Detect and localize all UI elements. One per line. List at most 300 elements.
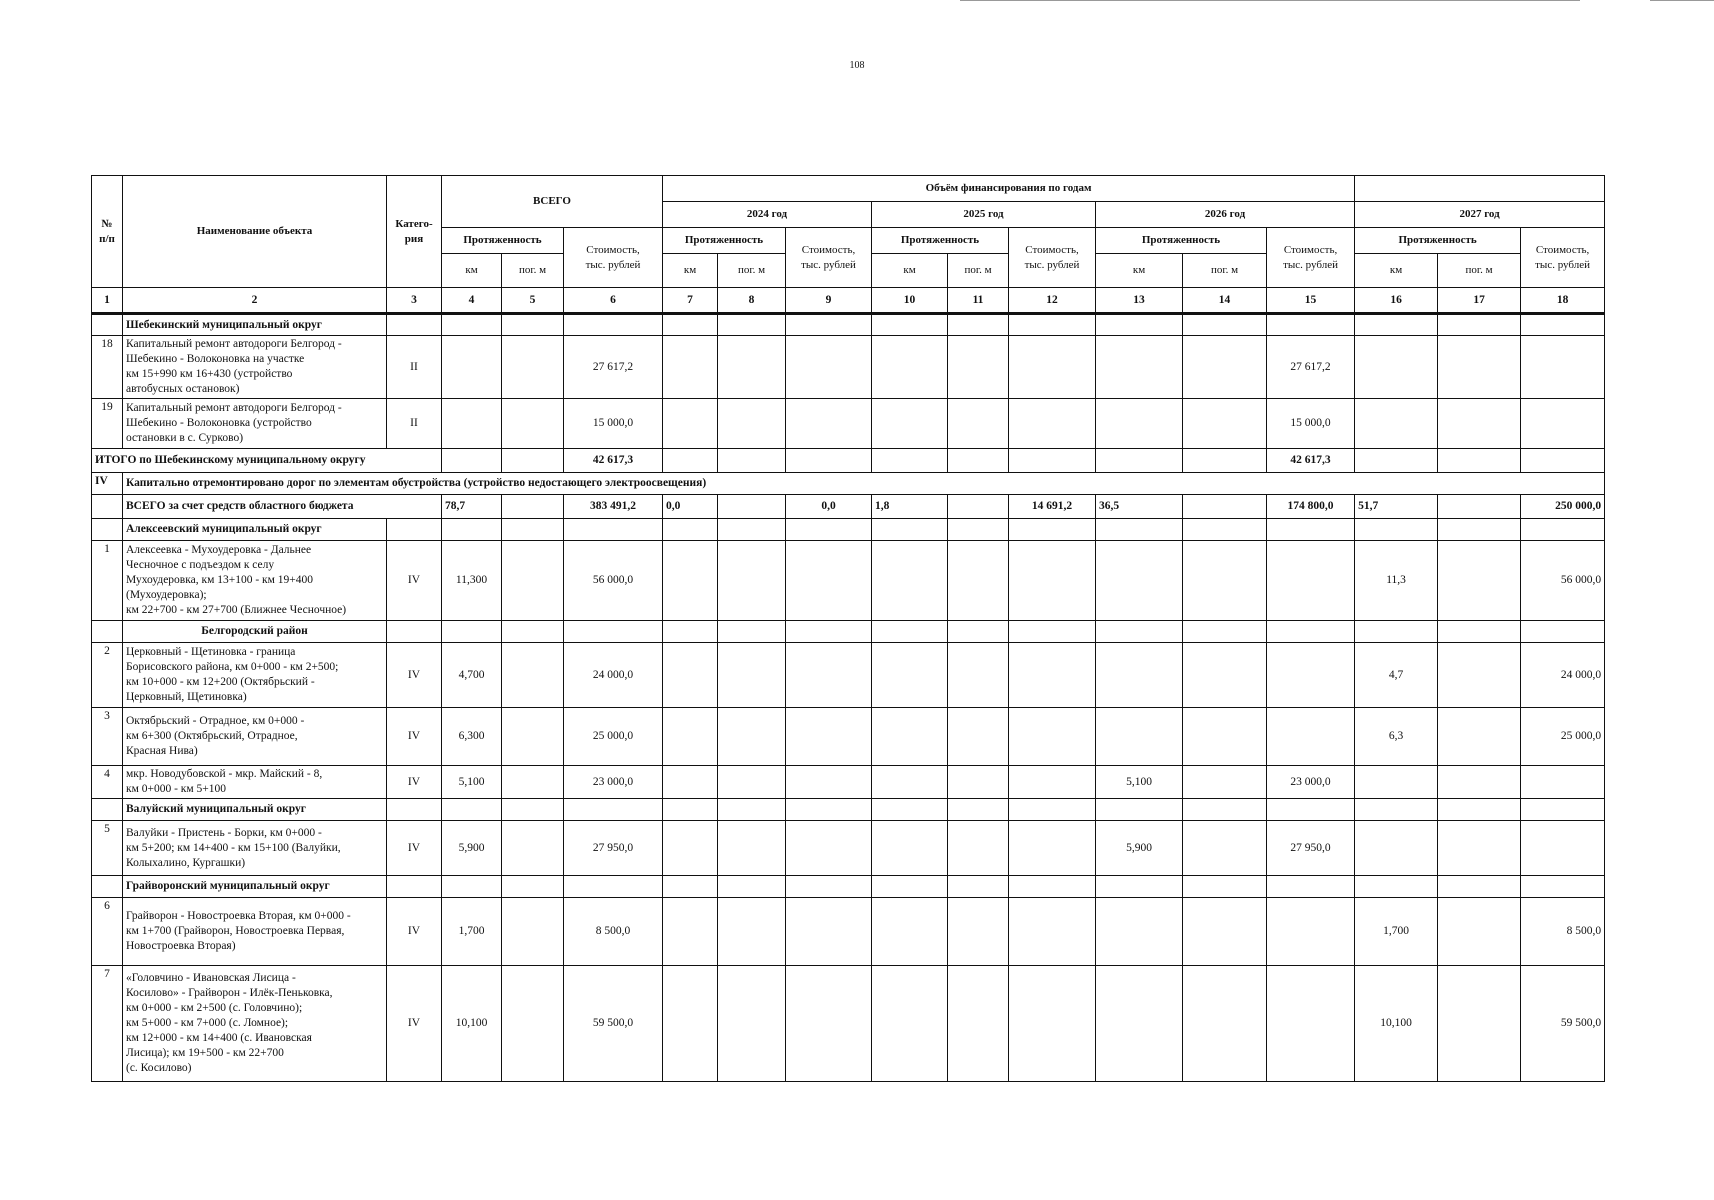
- table-cell: [1096, 708, 1183, 766]
- table-cell: 1,700: [442, 898, 502, 966]
- table-cell: [502, 314, 564, 336]
- table-cell: [564, 519, 663, 541]
- subtotal-row: [92, 449, 1605, 473]
- table-cell: [1355, 821, 1438, 876]
- table-cell: [1355, 766, 1438, 799]
- table-cell: [1355, 876, 1438, 898]
- table-cell: [1355, 399, 1438, 449]
- table-cell: [663, 708, 718, 766]
- table-cell: 27 950,0: [564, 821, 663, 876]
- table-cell: [1096, 898, 1183, 966]
- section-label: Алексеевский муниципальный округ: [123, 519, 387, 541]
- table-cell: [1267, 799, 1355, 821]
- header-name: Наименование объекта: [123, 176, 387, 288]
- column-number-row: [92, 288, 1605, 314]
- budget-label: ВСЕГО за счет средств областного бюджета: [123, 495, 442, 519]
- table-cell: [1183, 766, 1267, 799]
- table-cell: [1183, 541, 1267, 621]
- table-cell: [1438, 314, 1521, 336]
- table-row: [92, 541, 1605, 621]
- table-cell: [786, 336, 872, 399]
- table-cell: [948, 708, 1009, 766]
- table-cell: [872, 643, 948, 708]
- header-2027-cost: Стоимость, тыс. рублей: [1521, 228, 1605, 288]
- table-cell: [442, 314, 502, 336]
- table-cell: [786, 449, 872, 473]
- table-cell: [948, 495, 1009, 519]
- table-cell: [1096, 449, 1183, 473]
- table-cell: [1521, 519, 1605, 541]
- object-name: Капитальный ремонт автодороги Белгород - Шебекино - Волоконовка на участке км 15+990 км 16+430 (устройство автобусных остановок): [123, 336, 387, 399]
- header-2026-length: Протяженность: [1096, 228, 1267, 254]
- table-cell: [502, 966, 564, 1082]
- table-cell: [718, 876, 786, 898]
- column-number: 17: [1438, 288, 1521, 314]
- table-cell: [1438, 336, 1521, 399]
- column-number: 3: [387, 288, 442, 314]
- table-row: [92, 708, 1605, 766]
- table-cell: 250 000,0: [1521, 495, 1605, 519]
- table-cell: [1096, 643, 1183, 708]
- column-number: 15: [1267, 288, 1355, 314]
- column-number: 13: [1096, 288, 1183, 314]
- table-cell: [1355, 449, 1438, 473]
- table-cell: [442, 399, 502, 449]
- table-cell: 383 491,2: [564, 495, 663, 519]
- table-cell: [1521, 821, 1605, 876]
- table-cell: [872, 314, 948, 336]
- table-cell: [1096, 799, 1183, 821]
- table-cell: [1183, 449, 1267, 473]
- table-cell: [718, 541, 786, 621]
- table-cell: IV: [387, 766, 442, 799]
- table-cell: [1438, 495, 1521, 519]
- table-cell: [718, 314, 786, 336]
- table-cell: [1267, 876, 1355, 898]
- table-cell: [872, 621, 948, 643]
- table-cell: [718, 495, 786, 519]
- table-cell: [1438, 399, 1521, 449]
- header-2025-km: км: [872, 254, 948, 288]
- header-total: ВСЕГО: [442, 176, 663, 228]
- table-cell: [1009, 449, 1096, 473]
- table-cell: [786, 799, 872, 821]
- table-cell: [502, 876, 564, 898]
- section-title: Капитально отремонтировано дорог по элементам обустройства (устройство недостающего электроосвещения): [123, 473, 1605, 495]
- table-cell: [948, 314, 1009, 336]
- section-row: [92, 799, 1605, 821]
- table-cell: 25 000,0: [564, 708, 663, 766]
- header-no: № п/п: [92, 176, 123, 288]
- table-cell: [502, 708, 564, 766]
- column-number: 7: [663, 288, 718, 314]
- table-cell: 5,900: [442, 821, 502, 876]
- table-cell: [1438, 966, 1521, 1082]
- table-cell: 24 000,0: [1521, 643, 1605, 708]
- section-label: Грайворонский муниципальный округ: [123, 876, 387, 898]
- table-cell: [502, 495, 564, 519]
- section-label: Белгородский район: [123, 621, 387, 643]
- table-cell: [1438, 821, 1521, 876]
- table-cell: [1267, 966, 1355, 1082]
- table-cell: [872, 898, 948, 966]
- table-cell: 59 500,0: [1521, 966, 1605, 1082]
- header-2025-cost: Стоимость, тыс. рублей: [1009, 228, 1096, 288]
- table-cell: IV: [387, 898, 442, 966]
- subtotal-label: ИТОГО по Шебекинскому муниципальному округу: [92, 449, 442, 473]
- table-cell: [1009, 821, 1096, 876]
- table-cell: 27 617,2: [1267, 336, 1355, 399]
- object-name: Октябрьский - Отрадное, км 0+000 - км 6+300 (Октябрьский, Отрадное, Красная Нива): [123, 708, 387, 766]
- table-cell: [1009, 966, 1096, 1082]
- table-cell: [1267, 519, 1355, 541]
- table-cell: [718, 621, 786, 643]
- table-cell: 59 500,0: [564, 966, 663, 1082]
- table-cell: 1,8: [872, 495, 948, 519]
- table-cell: [1009, 336, 1096, 399]
- table-cell: 8 500,0: [1521, 898, 1605, 966]
- table-row: [92, 336, 1605, 399]
- table-cell: [786, 314, 872, 336]
- table-cell: [564, 799, 663, 821]
- table-cell: [1355, 314, 1438, 336]
- table-cell: [1438, 449, 1521, 473]
- header-year-2025: 2025 год: [872, 202, 1096, 228]
- column-number: 6: [564, 288, 663, 314]
- table-cell: [1438, 519, 1521, 541]
- table-cell: [92, 621, 123, 643]
- table-cell: 23 000,0: [564, 766, 663, 799]
- table-cell: [872, 519, 948, 541]
- object-name: «Головчино - Ивановская Лисица - Косилово» - Грайворон - Илёк-Пеньковка, км 0+000 - км 2+500 (с. Головчино); км 5+000 - км 7+000 (с. Ломное); км 12+000 - км 14+400 (с. Ивановская Лисица); км 19+500 - км 22+700 (с. Косилово): [123, 966, 387, 1082]
- table-cell: [948, 876, 1009, 898]
- table-cell: [1009, 519, 1096, 541]
- table-cell: [872, 708, 948, 766]
- table-cell: [948, 966, 1009, 1082]
- table-cell: 4,700: [442, 643, 502, 708]
- table-row: [92, 643, 1605, 708]
- table-cell: [564, 876, 663, 898]
- section-row: [92, 621, 1605, 643]
- table-cell: [948, 449, 1009, 473]
- table-cell: [718, 399, 786, 449]
- table-cell: [872, 821, 948, 876]
- section-row: [92, 519, 1605, 541]
- table-cell: [92, 495, 123, 519]
- column-number: 8: [718, 288, 786, 314]
- table-cell: 42 617,3: [564, 449, 663, 473]
- table-cell: [502, 799, 564, 821]
- table-cell: 56 000,0: [1521, 541, 1605, 621]
- object-name: Грайворон - Новостроевка Вторая, км 0+000 - км 1+700 (Грайворон, Новостроевка Первая, Новостроевка Вторая): [123, 898, 387, 966]
- table-cell: [1096, 519, 1183, 541]
- header-2024-cost: Стоимость, тыс. рублей: [786, 228, 872, 288]
- table-cell: 25 000,0: [1521, 708, 1605, 766]
- table-cell: 5,900: [1096, 821, 1183, 876]
- table-cell: [663, 519, 718, 541]
- column-number: 10: [872, 288, 948, 314]
- table-cell: [948, 898, 1009, 966]
- table-cell: 14 691,2: [1009, 495, 1096, 519]
- table-cell: [718, 643, 786, 708]
- table-cell: [786, 708, 872, 766]
- table-cell: [502, 336, 564, 399]
- table-cell: [1183, 519, 1267, 541]
- table-cell: 5,100: [1096, 766, 1183, 799]
- table-cell: [1183, 399, 1267, 449]
- table-cell: [92, 314, 123, 336]
- table-cell: [1009, 708, 1096, 766]
- table-cell: 56 000,0: [564, 541, 663, 621]
- table-cell: [1009, 541, 1096, 621]
- table-cell: [718, 336, 786, 399]
- table-cell: [1096, 314, 1183, 336]
- table-cell: [872, 766, 948, 799]
- top-rule-left: [960, 0, 1580, 1]
- table-cell: [387, 314, 442, 336]
- object-name: Валуйки - Пристень - Борки, км 0+000 - км 5+200; км 14+400 - км 15+100 (Валуйки, Колыхалино, Кургашки): [123, 821, 387, 876]
- table-row: [92, 766, 1605, 799]
- table-cell: [786, 519, 872, 541]
- row-number: 1: [92, 541, 123, 621]
- table-cell: [1096, 966, 1183, 1082]
- table-cell: [663, 643, 718, 708]
- table-cell: [1438, 541, 1521, 621]
- table-cell: [92, 876, 123, 898]
- section-label: Валуйский муниципальный округ: [123, 799, 387, 821]
- table-cell: [786, 541, 872, 621]
- header-2027-length: Протяженность: [1355, 228, 1521, 254]
- object-name: Алексеевка - Мухоудеровка - Дальнее Чесночное с подъездом к селу Мухоудеровка, км 13+100 - км 19+400 (Мухоудеровка); км 22+700 - км 27+700 (Ближнее Чесночное): [123, 541, 387, 621]
- table-cell: [502, 399, 564, 449]
- header-year-2024: 2024 год: [663, 202, 872, 228]
- table-cell: [872, 336, 948, 399]
- table-cell: 10,100: [442, 966, 502, 1082]
- table-cell: 36,5: [1096, 495, 1183, 519]
- column-number: 9: [786, 288, 872, 314]
- header-2026-pogm: пог. м: [1183, 254, 1267, 288]
- table-cell: 5,100: [442, 766, 502, 799]
- table-cell: II: [387, 399, 442, 449]
- table-cell: [1521, 621, 1605, 643]
- table-cell: [663, 821, 718, 876]
- section-label: Шебекинский муниципальный округ: [123, 314, 387, 336]
- table-cell: [1521, 399, 1605, 449]
- object-name: мкр. Новодубовской - мкр. Майский - 8, км 0+000 - км 5+100: [123, 766, 387, 799]
- row-number: 7: [92, 966, 123, 1082]
- table-cell: [1009, 314, 1096, 336]
- table-cell: 0,0: [663, 495, 718, 519]
- table-cell: 42 617,3: [1267, 449, 1355, 473]
- header-year-2027: 2027 год: [1355, 202, 1605, 228]
- table-cell: [1355, 336, 1438, 399]
- table-cell: [1183, 708, 1267, 766]
- object-name: Церковный - Щетиновка - граница Борисовского района, км 0+000 - км 2+500; км 10+000 - км 12+200 (Октябрьский - Церковный, Щетиновка): [123, 643, 387, 708]
- column-number: 1: [92, 288, 123, 314]
- table-cell: 51,7: [1355, 495, 1438, 519]
- table-cell: [718, 519, 786, 541]
- row-number: 4: [92, 766, 123, 799]
- table-cell: [1438, 643, 1521, 708]
- table-cell: [1438, 708, 1521, 766]
- header-2027-pogm: пог. м: [1438, 254, 1521, 288]
- table-cell: [1355, 621, 1438, 643]
- table-cell: [718, 449, 786, 473]
- row-number: 2: [92, 643, 123, 708]
- table-cell: [718, 766, 786, 799]
- table-cell: [718, 708, 786, 766]
- table-cell: 4,7: [1355, 643, 1438, 708]
- table-cell: [663, 399, 718, 449]
- table-cell: [1183, 621, 1267, 643]
- table-cell: [1096, 336, 1183, 399]
- table-cell: [948, 336, 1009, 399]
- table-cell: [948, 643, 1009, 708]
- column-number: 14: [1183, 288, 1267, 314]
- table-cell: [1096, 399, 1183, 449]
- table-cell: 78,7: [442, 495, 502, 519]
- table-cell: 6,300: [442, 708, 502, 766]
- table-cell: 15 000,0: [564, 399, 663, 449]
- table-cell: [1183, 643, 1267, 708]
- table-cell: [872, 399, 948, 449]
- table-cell: [1267, 898, 1355, 966]
- table-cell: [1438, 621, 1521, 643]
- table-cell: 10,100: [1355, 966, 1438, 1082]
- header-2024-pogm: пог. м: [718, 254, 786, 288]
- table-cell: [1183, 799, 1267, 821]
- header-2026-km: км: [1096, 254, 1183, 288]
- table-cell: [1183, 898, 1267, 966]
- header-2025-length: Протяженность: [872, 228, 1009, 254]
- table-cell: 6,3: [1355, 708, 1438, 766]
- table-cell: [663, 336, 718, 399]
- row-number: 18: [92, 336, 123, 399]
- section-row: [92, 876, 1605, 898]
- table-cell: [1438, 799, 1521, 821]
- object-name: Капитальный ремонт автодороги Белгород - Шебекино - Волоконовка (устройство остановки в с. Сурково): [123, 399, 387, 449]
- section-number: IV: [92, 473, 123, 495]
- table-cell: [1096, 541, 1183, 621]
- table-cell: [502, 449, 564, 473]
- table-cell: [1009, 399, 1096, 449]
- table-cell: [502, 519, 564, 541]
- table-cell: [442, 449, 502, 473]
- table-cell: [1009, 898, 1096, 966]
- section-row: [92, 314, 1605, 336]
- row-number: 5: [92, 821, 123, 876]
- table-cell: [387, 876, 442, 898]
- column-number: 2: [123, 288, 387, 314]
- table-cell: [872, 799, 948, 821]
- table-cell: 27 950,0: [1267, 821, 1355, 876]
- table-cell: 11,3: [1355, 541, 1438, 621]
- table-cell: [872, 876, 948, 898]
- table-cell: [1183, 314, 1267, 336]
- table-row: [92, 966, 1605, 1082]
- table-body: [92, 288, 1605, 1082]
- table-cell: [948, 799, 1009, 821]
- header-2024-km: км: [663, 254, 718, 288]
- table-cell: 23 000,0: [1267, 766, 1355, 799]
- table-cell: [663, 621, 718, 643]
- table-cell: [1009, 621, 1096, 643]
- table-cell: [1438, 876, 1521, 898]
- table-cell: [1355, 519, 1438, 541]
- header-2026-cost: Стоимость, тыс. рублей: [1267, 228, 1355, 288]
- table-cell: [663, 314, 718, 336]
- table-cell: [663, 541, 718, 621]
- table-cell: [872, 966, 948, 1082]
- table-cell: [502, 821, 564, 876]
- table-cell: [948, 541, 1009, 621]
- table-cell: [786, 399, 872, 449]
- table-row: [92, 399, 1605, 449]
- table-cell: [663, 449, 718, 473]
- table-cell: [663, 766, 718, 799]
- table-cell: IV: [387, 643, 442, 708]
- table-cell: [1009, 799, 1096, 821]
- header-category: Катего- рия: [387, 176, 442, 288]
- header-total-km: км: [442, 254, 502, 288]
- header-total-cost: Стоимость, тыс. рублей: [564, 228, 663, 288]
- top-rule-right: [1650, 0, 1714, 1]
- table-cell: IV: [387, 966, 442, 1082]
- table-cell: 11,300: [442, 541, 502, 621]
- table-cell: [786, 898, 872, 966]
- table-cell: [442, 621, 502, 643]
- table-cell: 27 617,2: [564, 336, 663, 399]
- table-cell: [502, 541, 564, 621]
- table-cell: [442, 799, 502, 821]
- table-cell: [1521, 449, 1605, 473]
- table-cell: 24 000,0: [564, 643, 663, 708]
- table-cell: II: [387, 336, 442, 399]
- table-cell: [1267, 621, 1355, 643]
- financing-table: [91, 175, 1605, 1082]
- table-cell: [718, 799, 786, 821]
- table-row: [92, 898, 1605, 966]
- table-cell: [786, 643, 872, 708]
- table-cell: [442, 336, 502, 399]
- table-cell: [1267, 541, 1355, 621]
- table-cell: [387, 799, 442, 821]
- header-2025-pogm: пог. м: [948, 254, 1009, 288]
- table-cell: [1521, 766, 1605, 799]
- budget-total-row: [92, 495, 1605, 519]
- table-cell: [948, 821, 1009, 876]
- header-total-pogm: пог. м: [502, 254, 564, 288]
- row-number: 19: [92, 399, 123, 449]
- table-cell: [502, 643, 564, 708]
- header-financing-blank: [1355, 176, 1605, 202]
- section-header-row: [92, 473, 1605, 495]
- table-cell: [1521, 799, 1605, 821]
- table-cell: IV: [387, 541, 442, 621]
- table-cell: 174 800,0: [1267, 495, 1355, 519]
- table-cell: IV: [387, 821, 442, 876]
- table-cell: [502, 621, 564, 643]
- table-cell: [1009, 876, 1096, 898]
- table-cell: [1183, 495, 1267, 519]
- header-2027-km: км: [1355, 254, 1438, 288]
- row-number: 6: [92, 898, 123, 966]
- table-cell: 1,700: [1355, 898, 1438, 966]
- table-cell: [502, 766, 564, 799]
- table-cell: [1009, 766, 1096, 799]
- table-cell: [872, 449, 948, 473]
- table-cell: [1096, 876, 1183, 898]
